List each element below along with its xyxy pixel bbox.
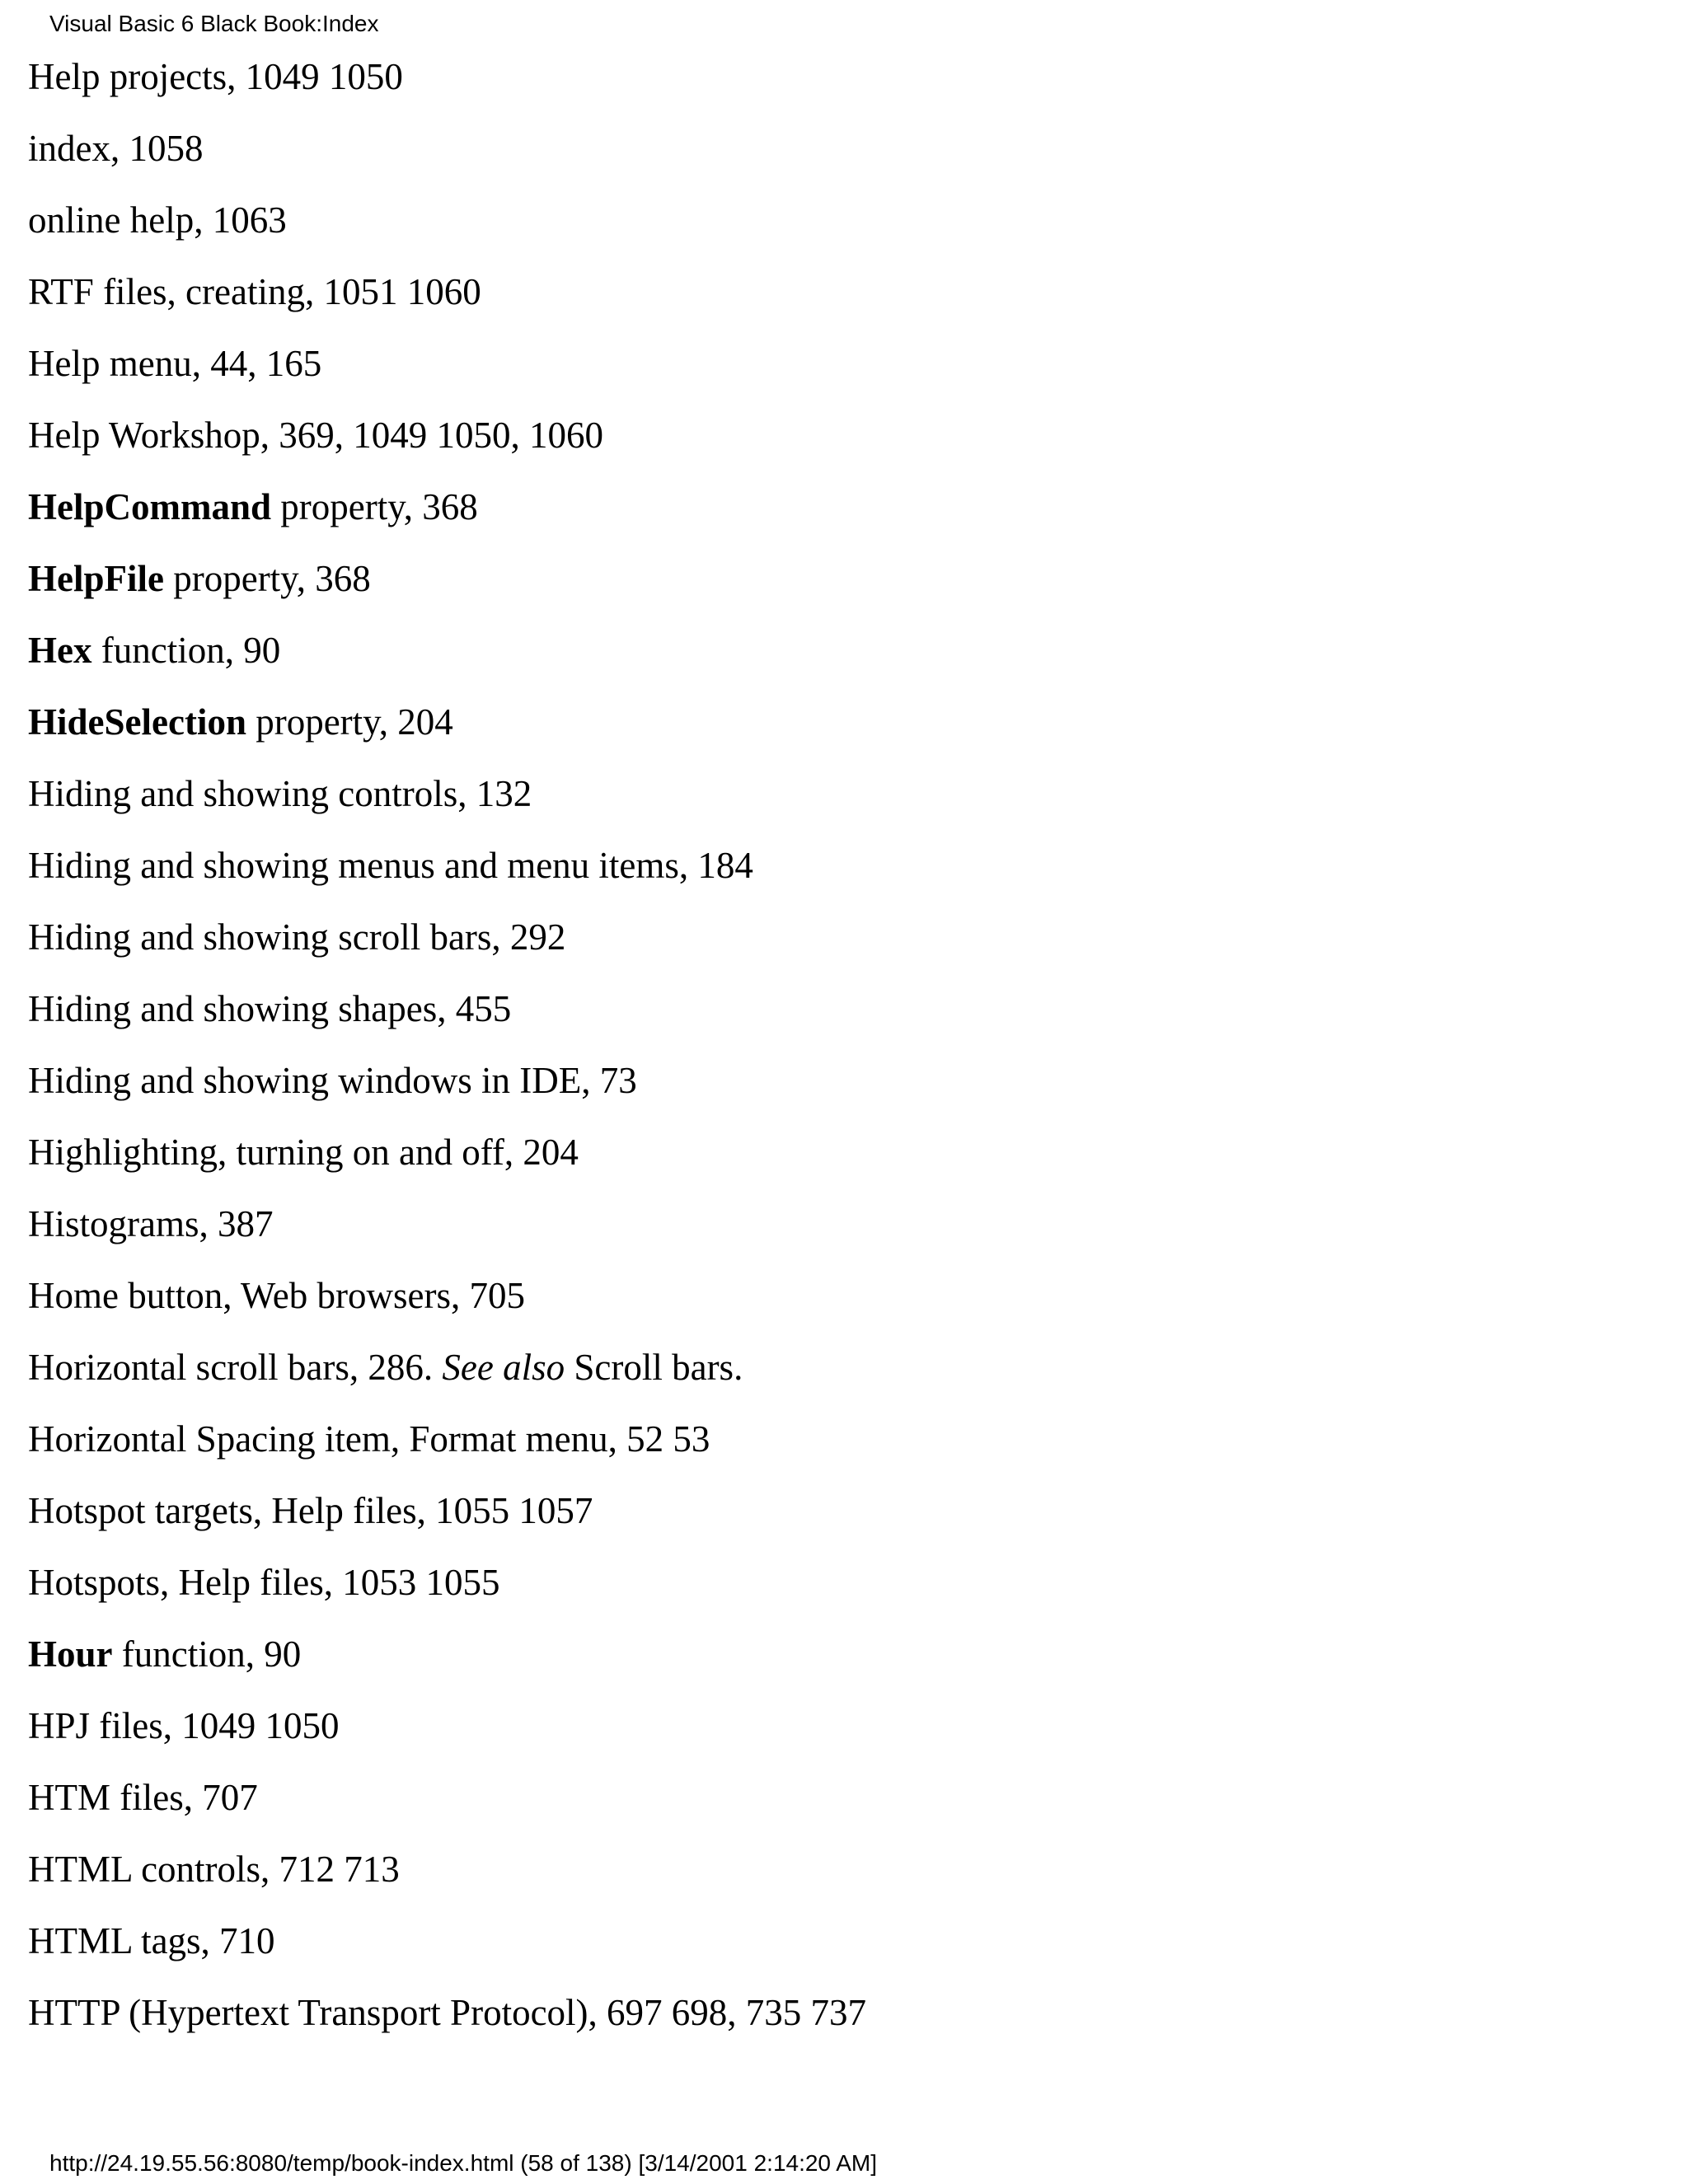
index-entry-online-help [28, 194, 866, 266]
index-entry-text: HTML controls, 712 713 [28, 1849, 400, 1890]
index-entry-hiding-controls [28, 768, 866, 840]
index-entry-text: Hotspots, Help files, 1053 1055 [28, 1562, 500, 1603]
index-entry-hiding-windows [28, 1055, 866, 1127]
index-entry-histograms [28, 1198, 866, 1270]
index-entry-http [28, 1987, 866, 2059]
index-entry-text: HTTP (Hypertext Transport Protocol), 697 698, 735 737 [28, 1992, 867, 2033]
page-footer: http://24.19.55.56:8080/temp/book-index.html (58 of 138) [3/14/2001 2:14:20 AM] [49, 2150, 878, 2176]
index-entry-text: index, 1058 [28, 128, 204, 169]
see-also-label: See also [442, 1347, 565, 1388]
index-entry-text: Hiding and showing controls, 132 [28, 773, 532, 814]
index-entry-rest: function, 90 [91, 630, 281, 671]
index-entry-rest: function, 90 [112, 1633, 302, 1675]
index-entry-hotspot-targets [28, 1485, 866, 1557]
index-entry-help-projects [28, 51, 866, 123]
index-entry-text: HTML tags, 710 [28, 1920, 275, 1961]
index-entry-hideselection [28, 696, 866, 768]
index-entry-text: Horizontal Spacing item, Format menu, 52 53 [28, 1418, 710, 1460]
index-entry-text: Hiding and showing menus and menu items, 184 [28, 845, 753, 886]
index-entry-text: Help menu, 44, 165 [28, 343, 322, 384]
index-entry-term: Hour [28, 1633, 113, 1675]
index-entry-text: Highlighting, turning on and off, 204 [28, 1132, 579, 1173]
index-entry-help-workshop [28, 410, 866, 481]
index-entry-hotspots [28, 1557, 866, 1629]
index-entry-term: HideSelection [28, 701, 246, 743]
index-entry-rest: property, 204 [246, 701, 453, 743]
index-entry-hiding-menus [28, 840, 866, 912]
index-entry-rtf-files [28, 266, 866, 338]
index-entry-html-controls [28, 1844, 866, 1915]
index-entry-text: Help projects, 1049 1050 [28, 56, 403, 97]
index-entry-hour [28, 1629, 866, 1700]
index-entry-text: online help, 1063 [28, 199, 287, 241]
index-entry-text: Hotspot targets, Help files, 1055 1057 [28, 1490, 593, 1531]
index-entry-helpcommand [28, 481, 866, 553]
index-list [28, 51, 866, 2059]
index-entry-horizontal-scroll-bars [28, 1342, 866, 1413]
index-entry-rest: property, 368 [271, 486, 478, 527]
index-entry-text: Hiding and showing shapes, 455 [28, 988, 512, 1029]
index-entry-term: HelpCommand [28, 486, 272, 527]
index-entry-text: HTM files, 707 [28, 1777, 258, 1818]
index-entry-horizontal-spacing [28, 1413, 866, 1485]
index-entry-hiding-scroll-bars [28, 912, 866, 983]
index-entry-text: Histograms, 387 [28, 1203, 274, 1244]
index-entry-text: Help Workshop, 369, 1049 1050, 1060 [28, 415, 604, 456]
see-also-target: Scroll bars. [565, 1347, 743, 1388]
index-entry-term: Hex [28, 630, 92, 671]
index-entry-term: HelpFile [28, 558, 164, 599]
index-entry-text: Horizontal scroll bars, 286. [28, 1347, 443, 1388]
index-entry-text: HPJ files, 1049 1050 [28, 1705, 340, 1746]
index-entry-highlighting [28, 1127, 866, 1198]
index-entry-text: Hiding and showing windows in IDE, 73 [28, 1060, 637, 1101]
page-header: Visual Basic 6 Black Book:Index [49, 11, 379, 36]
index-entry-html-tags [28, 1915, 866, 1987]
index-entry-text: Home button, Web browsers, 705 [28, 1275, 525, 1316]
index-entry-hpj-files [28, 1700, 866, 1772]
index-entry-index [28, 123, 866, 194]
index-entry-hex [28, 625, 866, 696]
index-entry-help-menu [28, 338, 866, 410]
index-entry-rest: property, 368 [163, 558, 371, 599]
index-entry-hiding-shapes [28, 983, 866, 1055]
index-entry-htm-files [28, 1772, 866, 1844]
index-entry-helpfile [28, 553, 866, 625]
index-entry-home-button [28, 1270, 866, 1342]
index-entry-text: RTF files, creating, 1051 1060 [28, 271, 481, 312]
index-entry-text: Hiding and showing scroll bars, 292 [28, 916, 566, 958]
